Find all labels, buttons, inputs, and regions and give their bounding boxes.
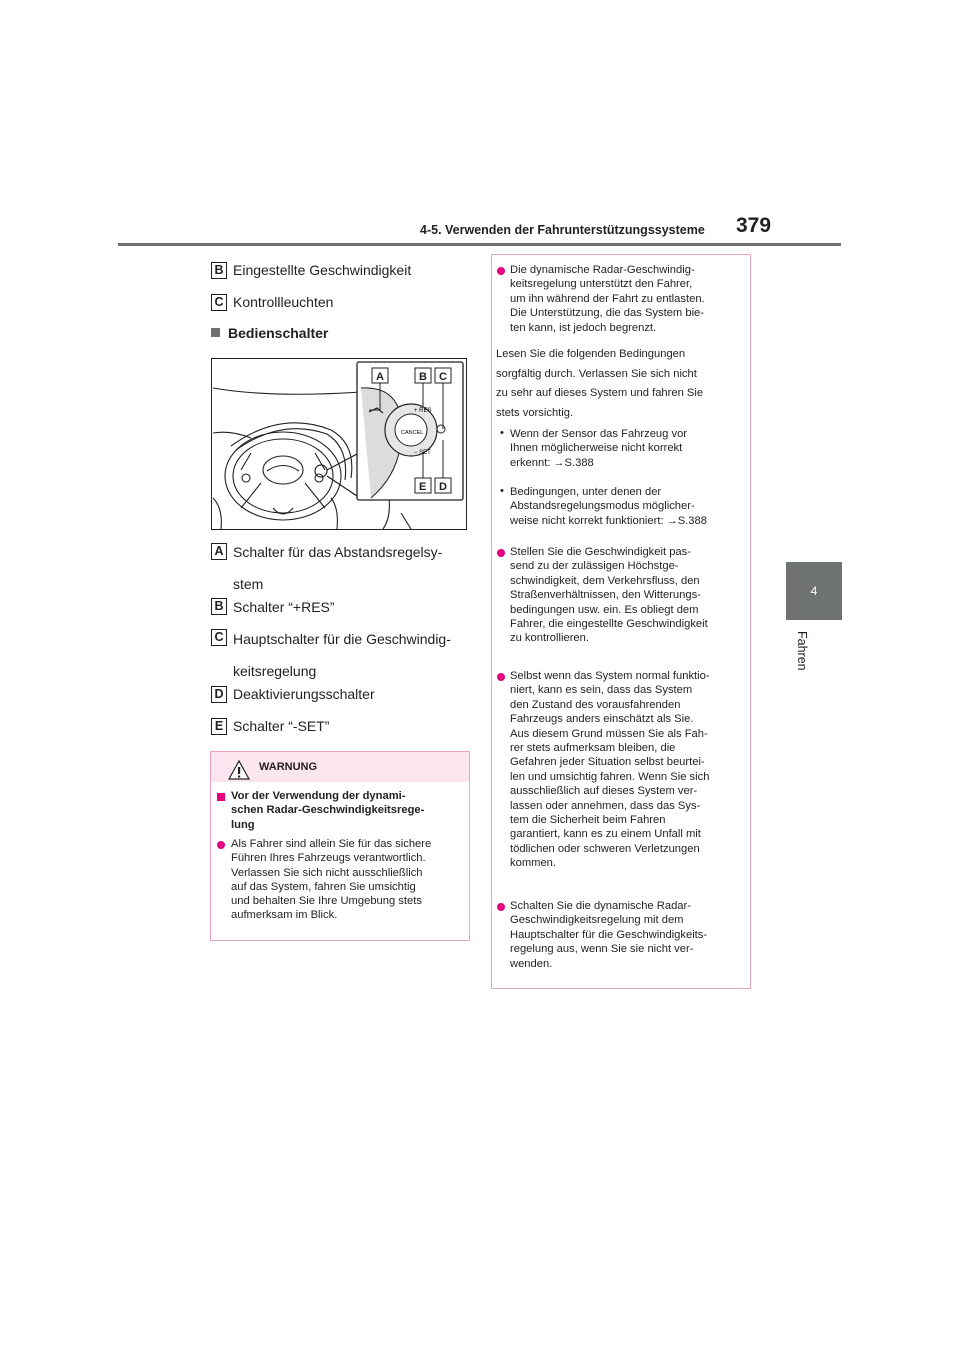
res-label: + RES <box>414 408 432 414</box>
callout-letter: B <box>211 598 227 615</box>
set-label: − SET <box>414 450 431 456</box>
header-rule <box>118 243 841 246</box>
callout-letter: D <box>211 686 227 703</box>
note-paragraph: Die dynamische Radar-Geschwindig- keitsregelung unterstützt den Fahrer, um ihn während der Fahrt zu entlasten. Die Unterstützung, die das System bie- ten kann, ist jedoch begrenzt. <box>510 264 705 334</box>
callout-letter: B <box>211 262 227 279</box>
note-paragraph: Schalten Sie die dynamische Radar- Geschwindigkeitsregelung mit dem Hauptschalter für die Geschwindigkeits- regelung aus, wenn Sie sie nicht ver- wenden. <box>510 900 708 970</box>
warning-box <box>210 751 470 941</box>
item-text: Eingestellte Geschwindigkeit <box>233 262 412 278</box>
callout-letter: E <box>211 718 227 735</box>
note-list-item: Wenn der Sensor das Fahrzeug vor Ihnen möglicherweise nicht korrekt erkennt: →S.388 <box>510 428 688 469</box>
item-text: Schalter “+RES” <box>233 599 335 615</box>
callout-letter: A <box>211 543 227 560</box>
warning-triangle-icon <box>228 760 250 780</box>
callout-b: B <box>419 371 427 383</box>
steering-wheel-illustration <box>211 358 467 530</box>
bullet-dot-icon <box>497 549 505 557</box>
callout-a: A <box>376 371 384 383</box>
warning-title: WARNUNG <box>259 761 318 773</box>
dash-bullet: • <box>500 485 504 497</box>
square-bullet-icon <box>217 793 225 801</box>
warning-header <box>211 752 469 782</box>
square-bullet-icon <box>211 328 220 337</box>
dash-bullet: • <box>500 427 504 439</box>
warning-heading: Vor der Verwendung der dynami- schen Radar-Geschwindigkeitsrege- lung <box>231 790 425 831</box>
bullet-dot-icon <box>217 841 225 849</box>
arrow-icon: → <box>553 456 565 469</box>
callout-letter: C <box>211 294 227 311</box>
chapter-number: 4 <box>810 584 818 598</box>
note-list-item: Bedingungen, unter denen der Abstandsregelungsmodus möglicher- weise nicht korrekt funktioniert: →S.388 <box>510 486 707 527</box>
page-number: 379 <box>736 214 772 237</box>
bullet-dot-icon <box>497 673 505 681</box>
bullet-dot-icon <box>497 267 505 275</box>
cancel-label: CANCEL <box>401 430 424 436</box>
callout-e: E <box>419 481 427 493</box>
section-title: 4-5. Verwenden der Fahrunterstützungssysteme <box>420 223 705 237</box>
page-reference[interactable]: S.388 <box>564 456 594 469</box>
callout-d: D <box>439 481 447 493</box>
warning-body: Als Fahrer sind allein Sie für das sichere Führen Ihres Fahrzeugs verantwortlich. Verlassen Sie sich nicht ausschließlich auf das System, fahren Sie umsichtig und behalten Sie Ihre Umgebung stets aufmerksam im Blick. <box>231 838 432 922</box>
section-heading: Bedienschalter <box>211 325 328 341</box>
arrow-icon: → <box>666 514 678 527</box>
item-text: Hauptschalter für die Geschwindig- keitsregelung <box>233 631 451 679</box>
item-text: Schalter für das Abstandsregelsy- stem <box>233 544 443 592</box>
callout-c: C <box>439 371 447 383</box>
notes-box <box>491 254 751 989</box>
item-text: Deaktivierungsschalter <box>233 686 375 702</box>
callout-letter: C <box>211 629 227 646</box>
chapter-tab <box>786 562 842 620</box>
page-reference[interactable]: S.388 <box>677 514 707 527</box>
chapter-label: Fahren <box>795 631 809 671</box>
note-paragraph: Lesen Sie die folgenden Bedingungen sorgfältig durch. Verlassen Sie sich nicht zu sehr auf dieses System und fahren Sie stets vorsichtig. <box>496 348 704 420</box>
bullet-dot-icon <box>497 903 505 911</box>
item-text: Schalter “-SET” <box>233 718 330 734</box>
note-paragraph: Selbst wenn das System normal funktio- niert, kann es sein, dass das System den Zustand des vorausfahrenden Fahrzeugs anders einschätzt als Sie. Aus diesem Grund müssen Sie als Fah- rer stets aufmerksam bleiben, die Gefahren jeder Situation selbst beurtei- len und umsichtig fahren. Wenn Sie sich ausschließlich auf dieses System ver- lassen oder annehmen, dass das Sys- tem die Sicherheit beim Fahren garantiert, kann es zu einem Unfall mit tödlichen oder schweren Verletzungen kommen. <box>510 670 710 870</box>
note-paragraph: Stellen Sie die Geschwindigkeit pas- send zu der zulässigen Höchstge- schwindigkeit, dem Verkehrsfluss, den Straßenverhältnissen, den Witterungs- bedingungen usw. ein. Es obliegt dem Fahrer, die eingestellte Geschwindigkeit zu kontrollieren. <box>510 546 708 645</box>
item-text: Kontrollleuchten <box>233 294 334 310</box>
